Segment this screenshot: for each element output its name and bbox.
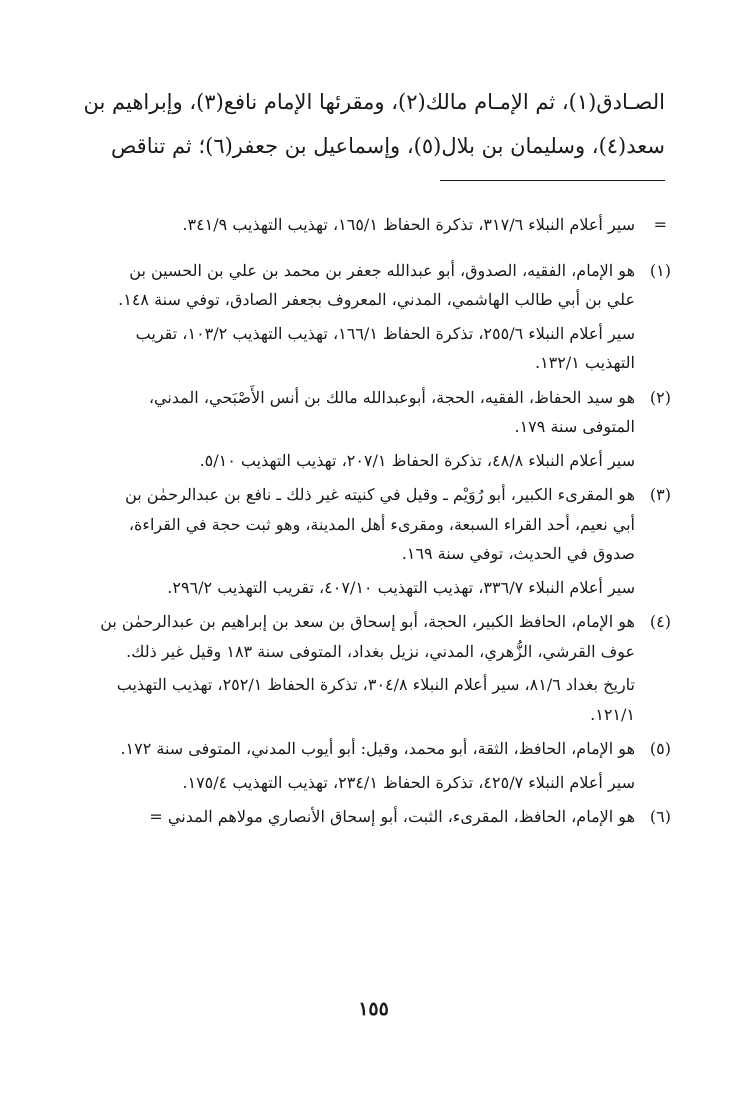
- footnote-refs: تاريخ بغداد ٨١/٦، سير أعلام النبلاء ٣٠٤/٨، تذكرة الحفاظ ٢٥٢/١، تهذيب التهذيب ١٢١/١.: [116, 675, 635, 724]
- footnote-1: [100, 256, 671, 378]
- footnote-5: [100, 734, 671, 797]
- footnote-4: [100, 607, 671, 729]
- main-text: [83, 80, 665, 168]
- footnote-refs: سير أعلام النبلاء ٢٥٥/٦، تذكرة الحفاظ ١٦٦/١، تهذيب التهذيب ١٠٣/٢، تقريب التهذيب ١٣٢/١.: [135, 323, 635, 372]
- footnote-bio: هو الإمام، الحافظ الكبير، الحجة، أبو إسحاق بن سعد بن إبراهيم بن عبدالرحمٰن بن عوف القرشي، الزُّهري، المدني، نزيل بغداد، المتوفى سنة ١٨٣ وقيل غير ذلك.: [100, 612, 635, 661]
- footnote-3: [100, 480, 671, 602]
- footnote-separator: [440, 180, 665, 181]
- footnote-bio: هو الإمام، الفقيه، الصدوق، أبو عبدالله جعفر بن محمد بن علي بن الحسين بن علي بن أبي طالب الهاشمي، المدني، المعروف بجعفر الصادق، توفي سنة ١٤٨.: [118, 260, 635, 309]
- footnote-bio: هو الإمام، الحافظ، المقرىء، الثبت، أبو إسحاق الأنصاري مولاهم المدني =: [149, 807, 635, 826]
- footnote-2: [100, 383, 671, 476]
- footnote-number: (٣): [649, 485, 671, 504]
- footnote-number: (٢): [649, 387, 671, 407]
- footnote-6: [100, 802, 671, 832]
- footnote-refs: سير أعلام النبلاء ٤٢٥/٧، تذكرة الحفاظ ٢٣٤/١، تهذيب التهذيب ١٧٥/٤.: [182, 772, 635, 792]
- page-number: ١٥٥: [358, 998, 389, 1020]
- footnote-refs: سير أعلام النبلاء ٤٨/٨، تذكرة الحفاظ ٢٠٧/١، تهذيب التهذيب ٥/١٠.: [199, 450, 635, 470]
- main-text-line: الصـادق(١)، ثم الإمـام مالك(٢)، ومقرئها الإمام نافع(٣)، وإبراهيم بن: [83, 90, 665, 114]
- footnote-bio: هو الإمام، الحافظ، الثقة، أبو محمد، وقيل: أبو أيوب المدني، المتوفى سنة ١٧٢.: [120, 739, 635, 758]
- footnote-refs: سير أعلام النبلاء ٣١٧/٦، تذكرة الحفاظ ١٦٥/١، تهذيب التهذيب ٣٤١/٩.: [182, 215, 635, 234]
- footnotes: [100, 194, 671, 837]
- footnote-continuation: [100, 210, 671, 240]
- footnote-bio: هو سيد الحفاظ، الفقيه، الحجة، أبوعبدالله مالك بن أنس الأَصْبَحي، المدني، المتوفى سنة ١٧٩.: [148, 387, 635, 436]
- footnote-bio: هو المقرىء الكبير، أبو رُوَيْم ـ وقيل في كنيته غير ذلك ـ نافع بن عبدالرحمٰن بن أبي نعيم، أحد القراء السبعة، ومقرىء أهل المدينة، وهو ثبت حجة في القراءة، صدوق في الحديث، توفي سنة ١٦٩.: [125, 485, 635, 563]
- footnote-number: (٦): [649, 807, 671, 826]
- footnote-refs: سير أعلام النبلاء ٣٣٦/٧، تهذيب التهذيب ٤٠٧/١٠، تقريب التهذيب ٢٩٦/٢.: [167, 577, 635, 597]
- footnote-number: (١): [649, 260, 671, 280]
- footnote-number: (٥): [649, 739, 671, 758]
- footnote-number: (٤): [649, 612, 671, 631]
- continuation-mark: =: [653, 215, 667, 234]
- main-text-line: سعد(٤)، وسليمان بن بلال(٥)، وإسماعيل بن جعفر(٦)؛ ثم تناقص: [110, 134, 665, 158]
